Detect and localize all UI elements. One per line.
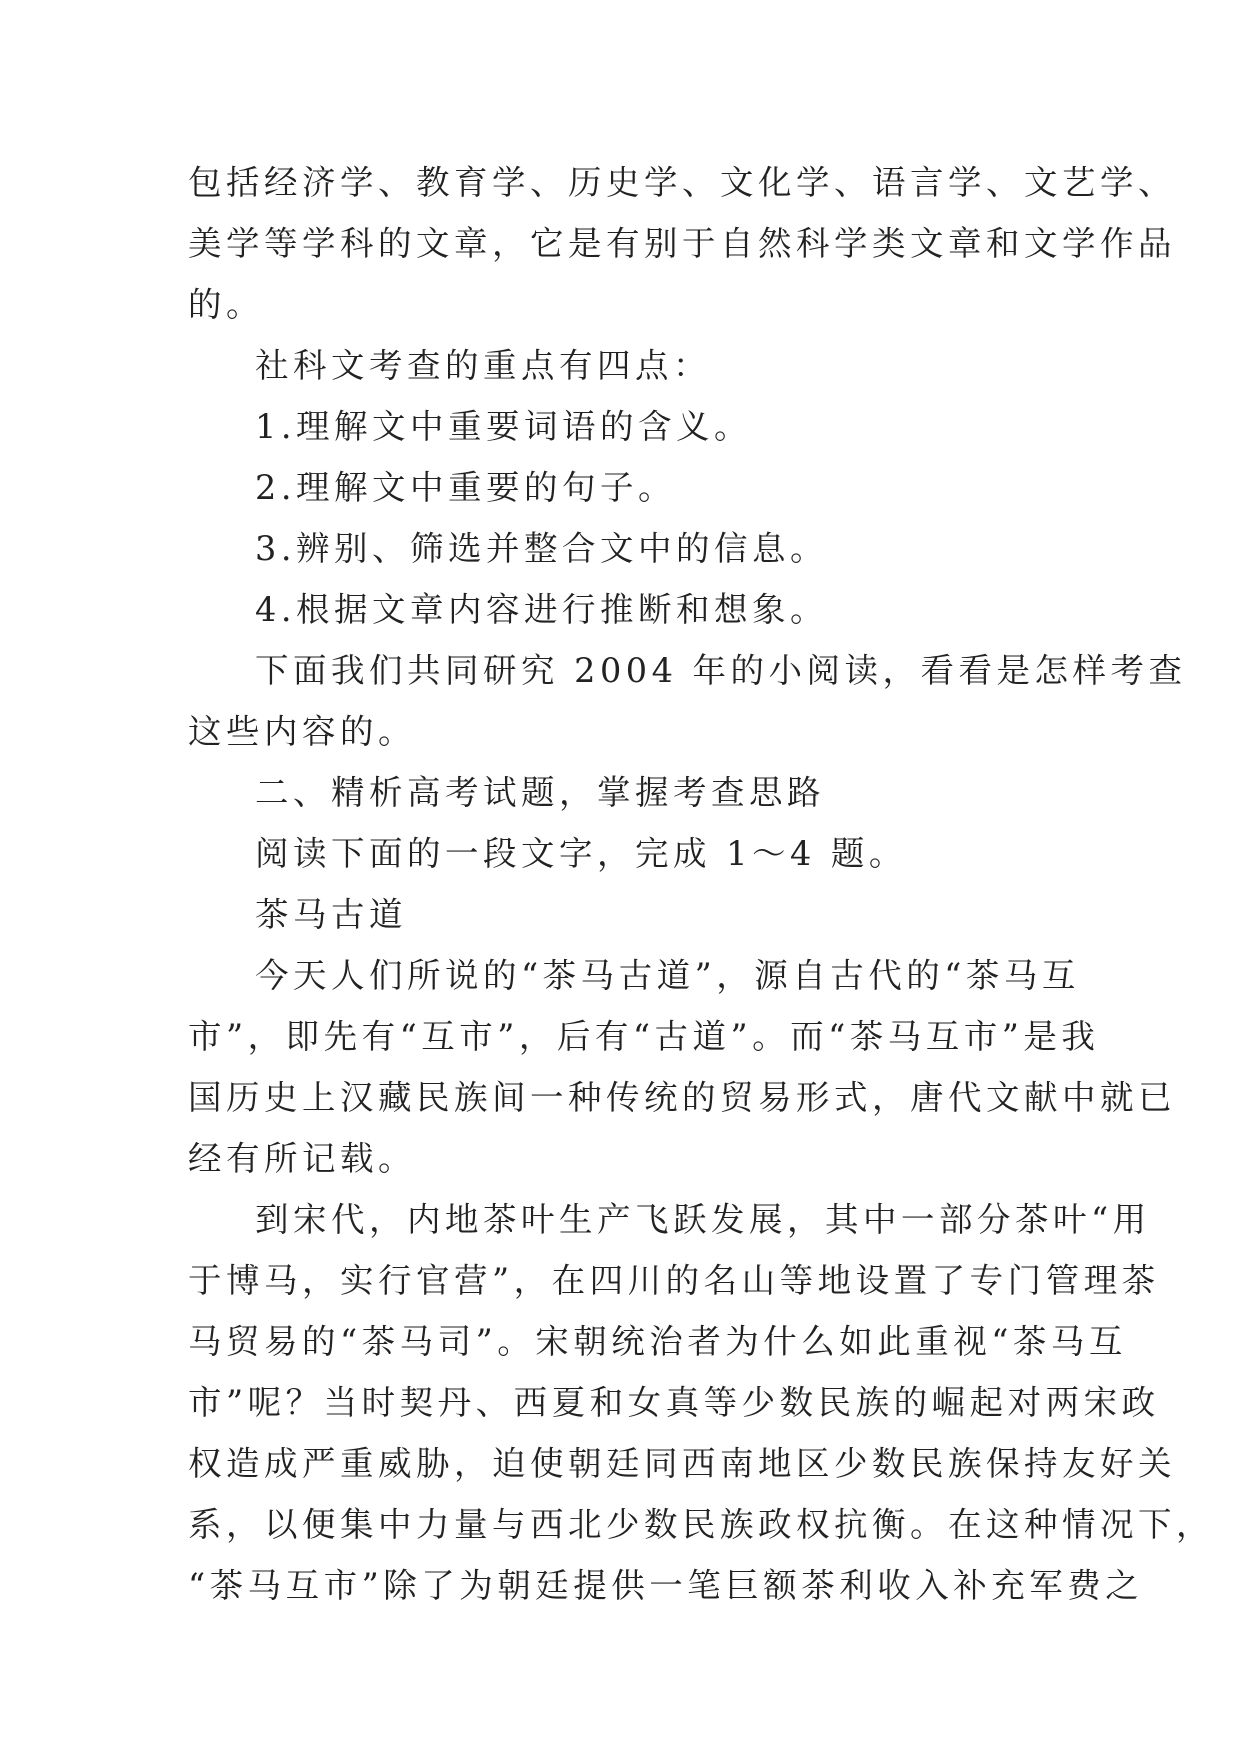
text-line: 马贸易的“茶马司”。宋朝统治者为什么如此重视“茶马互	[188, 1322, 1127, 1361]
document-body	[188, 152, 1214, 1616]
list-item: 2.理解文中重要的句子。	[255, 468, 676, 507]
text-line: 这些内容的。	[188, 712, 416, 751]
passage-title: 茶马古道	[255, 895, 407, 934]
text-line: 系，以便集中力量与西北少数民族政权抗衡。在这种情况下，	[188, 1505, 1214, 1544]
text-line: 市”，即先有“互市”，后有“古道”。而“茶马互市”是我	[188, 1017, 1100, 1056]
text-line: 下面我们共同研究 2004 年的小阅读，看看是怎样考查	[255, 651, 1187, 690]
text-line: 经有所记载。	[188, 1139, 416, 1178]
list-item: 1.理解文中重要词语的含义。	[255, 407, 752, 446]
list-item: 4.根据文章内容进行推断和想象。	[255, 590, 828, 629]
text-line: 国历史上汉藏民族间一种传统的贸易形式，唐代文献中就已	[188, 1078, 1176, 1117]
list-item: 3.辨别、筛选并整合文中的信息。	[255, 529, 828, 568]
text-line: 社科文考查的重点有四点：	[255, 346, 711, 385]
text-line: 美学等学科的文章，它是有别于自然科学类文章和文学作品	[188, 224, 1176, 263]
text-line: 于博马，实行官营”，在四川的名山等地设置了专门管理茶	[188, 1261, 1160, 1300]
text-line: “茶马互市”除了为朝廷提供一笔巨额茶利收入补充军费之	[188, 1566, 1144, 1605]
text-line: 包括经济学、教育学、历史学、文化学、语言学、文艺学、	[188, 163, 1176, 202]
text-line: 到宋代，内地茶叶生产飞跃发展，其中一部分茶叶“用	[255, 1200, 1151, 1239]
text-line: 市”呢？当时契丹、西夏和女真等少数民族的崛起对两宋政	[188, 1383, 1160, 1422]
text-line: 的。	[188, 285, 264, 324]
section-heading: 二、精析高考试题，掌握考查思路	[255, 773, 825, 812]
text-line: 权造成严重威胁，迫使朝廷同西南地区少数民族保持友好关	[188, 1444, 1176, 1483]
text-line: 阅读下面的一段文字，完成 1～4 题。	[255, 834, 907, 873]
text-line: 今天人们所说的“茶马古道”，源自古代的“茶马互	[255, 956, 1080, 995]
